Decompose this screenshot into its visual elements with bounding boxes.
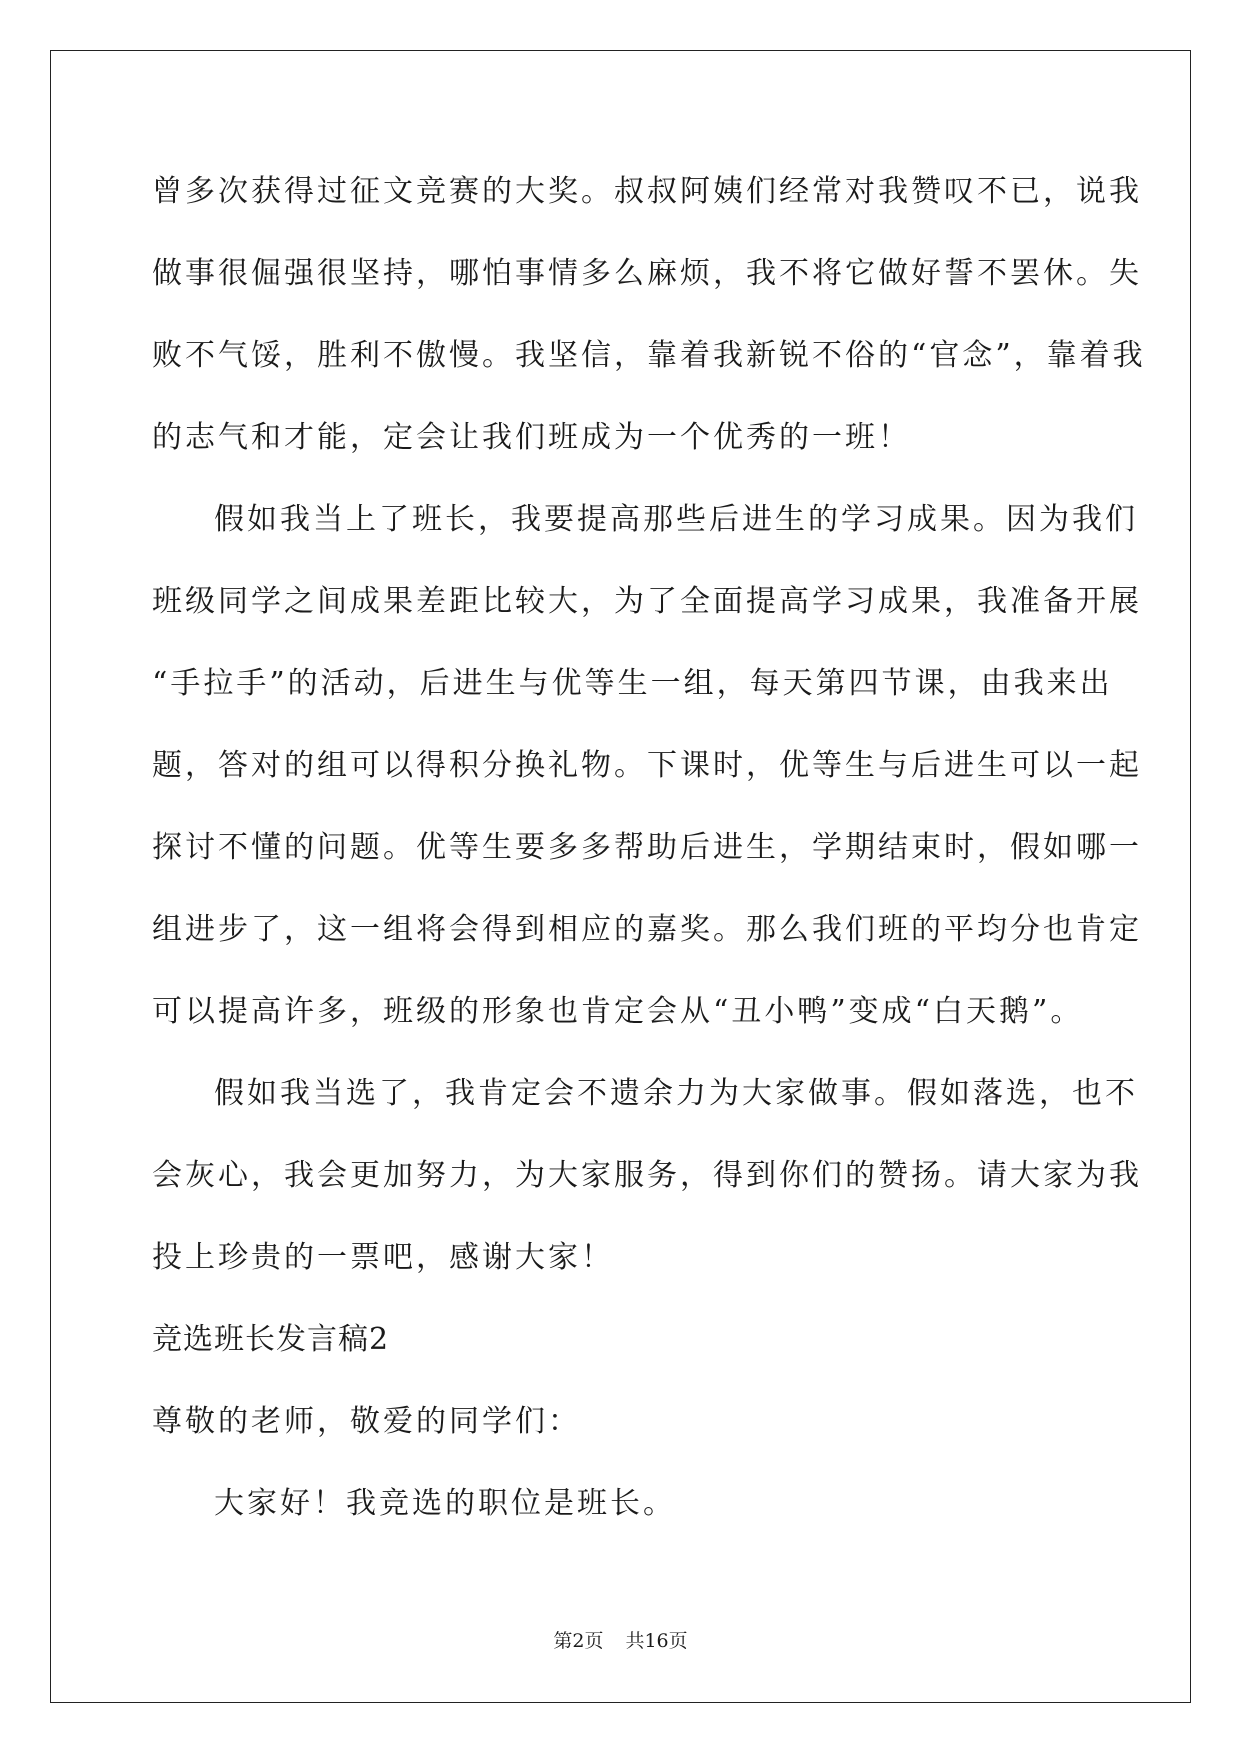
page-footer [0, 1629, 1241, 1653]
paragraph-line: “手拉手”的活动，后进生与优等生一组，每天第四节课，由我来出 [152, 666, 1113, 701]
page-total: 共16页 [625, 1630, 688, 1652]
page-number: 第2页 [553, 1630, 604, 1652]
paragraph-line: 班级同学之间成果差距比较大，为了全面提高学习成果，我准备开展 [152, 584, 1142, 619]
paragraph-line: 题，答对的组可以得积分换礼物。下课时，优等生与后进生可以一起 [152, 748, 1142, 783]
paragraph-line: 探讨不懂的问题。优等生要多多帮助后进生，学期结束时，假如哪一 [152, 830, 1142, 865]
paragraph-line: 投上珍贵的一票吧，感谢大家！ [152, 1240, 614, 1275]
paragraph-line: 假如我当上了班长，我要提高那些后进生的学习成果。因为我们 [214, 502, 1138, 537]
paragraph-line: 败不气馁，胜利不傲慢。我坚信，靠着我新锐不俗的“官念”，靠着我 [152, 338, 1146, 373]
paragraph-line: 会灰心，我会更加努力，为大家服务，得到你们的赞扬。请大家为我 [152, 1158, 1142, 1193]
paragraph-line: 做事很倔强很坚持，哪怕事情多么麻烦，我不将它做好誓不罢休。失 [152, 256, 1142, 291]
paragraph-line: 假如我当选了，我肯定会不遗余力为大家做事。假如落选，也不 [214, 1076, 1138, 1111]
paragraph-line: 的志气和才能，定会让我们班成为一个优秀的一班！ [152, 420, 911, 455]
salutation: 尊敬的老师，敬爱的同学们： [152, 1404, 581, 1439]
document-body [152, 164, 1146, 1558]
paragraph-line: 可以提高许多，班级的形象也肯定会从“丑小鸭”变成“白天鹅”。 [152, 994, 1084, 1029]
section-heading: 竞选班长发言稿2 [152, 1322, 390, 1357]
paragraph-line: 组进步了，这一组将会得到相应的嘉奖。那么我们班的平均分也肯定 [152, 912, 1142, 947]
paragraph-line: 大家好！我竞选的职位是班长。 [214, 1486, 676, 1521]
paragraph-line: 曾多次获得过征文竞赛的大奖。叔叔阿姨们经常对我赞叹不已，说我 [152, 174, 1142, 209]
